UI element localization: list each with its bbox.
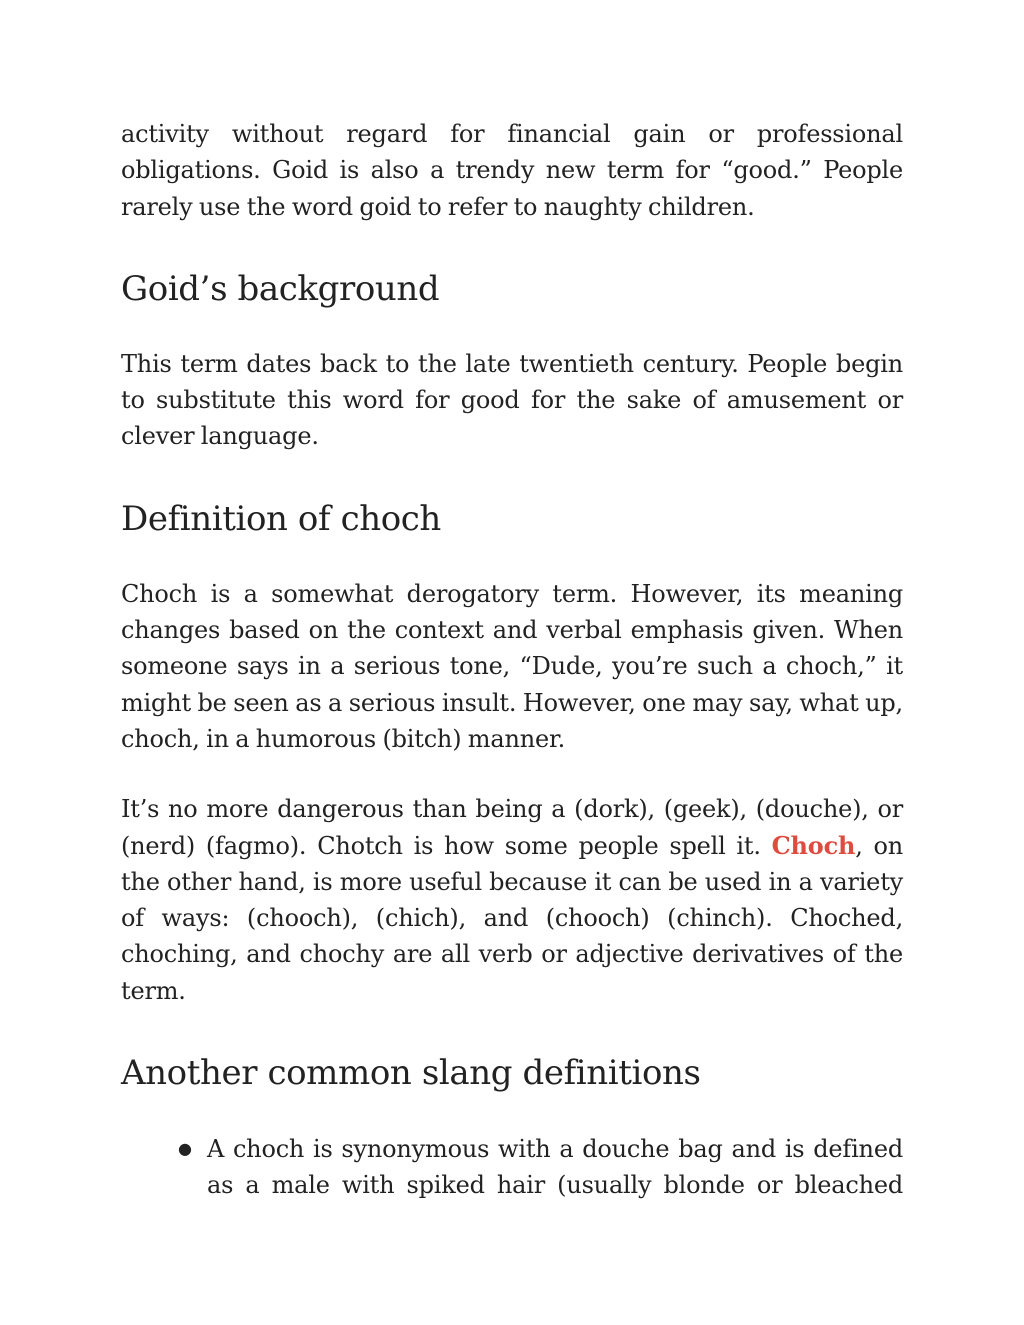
heading-goid-background: Goid’s background	[121, 268, 440, 309]
heading-other-definitions: Another common slang definitions	[121, 1053, 701, 1094]
paragraph-goid-background: This term dates back to the late twentieth century. People begin to substitute this word for good for the sake of amusement or clever language.	[121, 349, 903, 451]
document-page	[121, 116, 903, 1204]
heading-definition-choch: Definition of choch	[121, 498, 441, 539]
paragraph-goid-meaning: activity without regard for financial gain or professional obligations. Goid is also a trendy new term for “good.” People rarely use the word goid to refer to naughty children.	[121, 120, 903, 221]
paragraph-text-before-link: It’s no more dangerous than being a (dork), (geek), (douche), or (nerd) (fagmo). Chotch is how some people spell it.	[121, 795, 903, 860]
paragraph-text-after-link: , on the other hand, is more useful because it can be used in a variety of ways: (chooch), (chich), and (chooch) (chinch). Choched, choching, and chochy are all verb or adjective derivatives of the term.	[121, 831, 903, 1005]
choch-link[interactable]: Choch	[771, 830, 856, 860]
paragraph-choch-variants	[121, 791, 903, 1009]
bullet-icon: ●	[178, 1139, 192, 1159]
list-item	[178, 1131, 903, 1204]
paragraph-choch-definition: Choch is a somewhat derogatory term. However, its meaning changes based on the context and verbal emphasis given. When someone says in a serious tone, “Dude, you’re such a choch,” it might be seen as a serious insult. However, one may say, what up, choch, in a humorous (bitch) manner.	[121, 579, 903, 753]
slang-definitions-list	[121, 1131, 903, 1204]
list-item-text: A choch is synonymous with a douche bag and is defined as a male with spiked hair (usually blonde or bleached	[207, 1135, 903, 1200]
